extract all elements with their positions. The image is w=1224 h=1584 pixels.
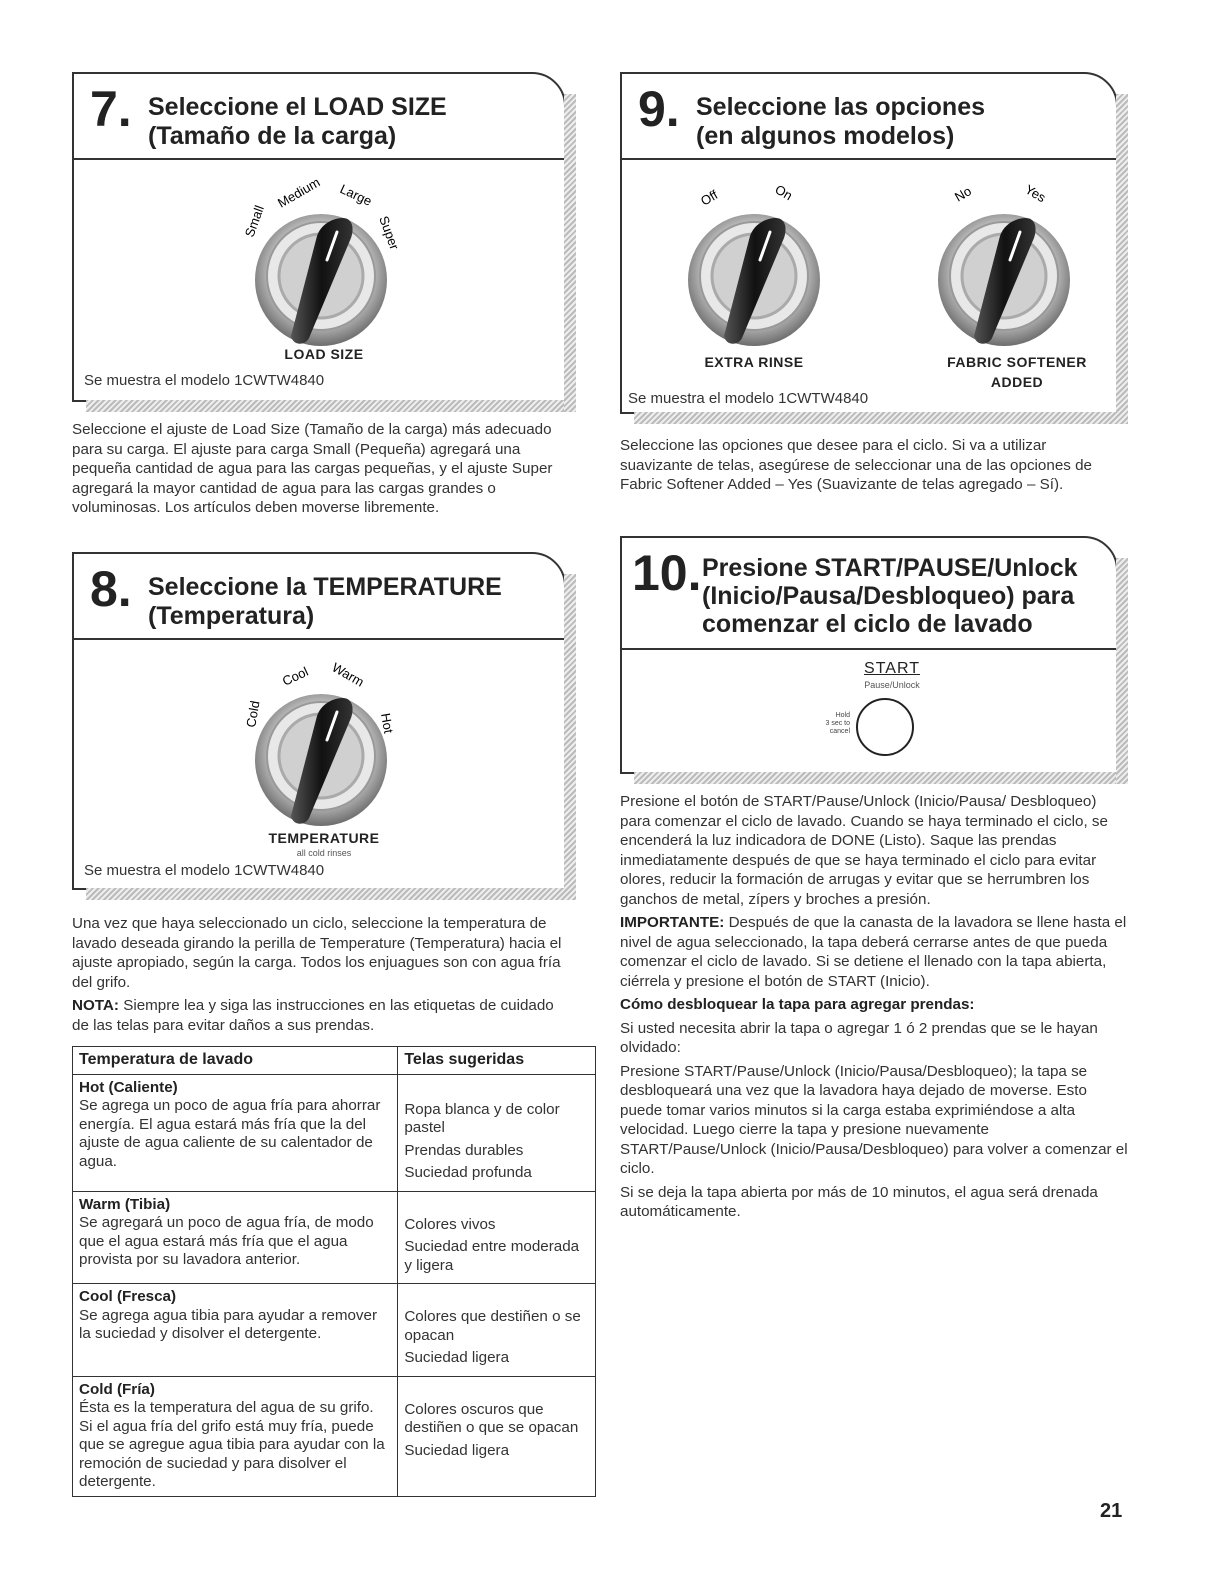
table-header-fabrics: Telas sugeridas [398,1047,596,1075]
fabric-item: Ropa blanca y de color pastel [404,1100,560,1136]
step10-body [620,792,1128,1226]
fabric-softener-label-line1: FABRIC SOFTENER [947,354,1087,370]
dial-label-warm: Warm [329,659,367,690]
dial-label-on: On [772,181,796,204]
load-size-dial[interactable] [221,166,421,346]
table-row [73,1284,596,1377]
step8-title-line2: (Temperatura) [148,602,315,630]
table-cell-temp [73,1074,398,1191]
load-size-label: LOAD SIZE [284,346,364,362]
table-cell-temp [73,1284,398,1377]
table-row [73,1191,596,1284]
table-cell-temp [73,1376,398,1496]
step9-panel [620,72,1118,414]
row-name: Cool (Fresca) [79,1288,177,1305]
row-desc: Se agregará un poco de agua fría, de modo que el agua estará más fría que el agua provista por su lavadora anterior. [79,1214,374,1268]
unlock-heading: Cómo desbloquear la tapa para agregar prendas: [620,996,975,1013]
step10-important [620,913,1128,991]
dial-label-cold: Cold [243,699,263,729]
step8-panel [72,552,566,890]
page-number: 21 [1100,1500,1123,1522]
table-cell-fabrics [398,1376,596,1496]
step10-panel [620,536,1118,774]
fabric-item: Suciedad entre moderada y ligera [404,1238,580,1274]
step7-panel [72,72,566,402]
temperature-sublabel: all cold rinses [296,848,352,858]
dial-label-off: Off [698,187,721,209]
fabric-item: Prendas durables [404,1141,524,1159]
table-header-temp: Temperatura de lavado [73,1047,398,1075]
step9-number: 9. [638,81,680,137]
extra-rinse-dial[interactable] [654,166,854,346]
fabric-item: Colores que destiñen o se opacan [404,1308,581,1344]
row-desc: Se agrega agua tibia para ayudar a remover la suciedad y disolver el detergente. [79,1306,378,1342]
dial-label-cool: Cool [279,663,311,689]
dial-label-large: Large [337,181,375,209]
step9-body: Seleccione las opciones que desee para el ciclo. Si va a utilizar suavizante de telas, asegúrese de seleccionar una de las opciones de Fabric Softener Added – Yes (Suavizante de telas agregado – Sí). [620,437,1092,493]
fabric-softener-dial[interactable] [904,166,1104,346]
step8-number: 8. [90,561,132,617]
step10-body4: Si se deja la tapa abierta por más de 10 minutos, el agua será drenada automáticamente. [620,1183,1098,1220]
row-name: Hot (Caliente) [79,1078,178,1096]
nota-text: Siempre lea y siga las instrucciones en las etiquetas de cuidado de las telas para evitar daños a sus prendas. [72,997,554,1034]
table-row [73,1074,596,1191]
step9-title-line2: (en algunos modelos) [696,122,955,150]
hold-line2: 3 sec to [825,720,850,727]
row-desc: Se agrega un poco de agua fría para ahorrar energía. El agua estará más fría que la del ajuste de agua caliente de su calentador de agua. [79,1097,381,1170]
row-desc: Ésta es la temperatura del agua de su grifo. Si el agua fría del grifo está muy fría, puede que se agregue agua tibia para ayudar con la remoción de suciedad y para disolver el detergente. [79,1399,385,1490]
step7-title-line1: Seleccione el LOAD SIZE [148,93,447,121]
step8-body [72,914,572,1039]
hold-line1: Hold [835,712,850,719]
dial-label-hot: Hot [378,711,397,735]
dial-label-yes: Yes [1022,181,1049,206]
step7-number: 7. [90,81,132,137]
dial-label-medium: Medium [275,174,323,211]
extra-rinse-label: EXTRA RINSE [704,354,804,370]
fabric-item: Suciedad profunda [404,1164,532,1181]
step10-number: 10. [632,545,702,601]
step8-title-line1: Seleccione la TEMPERATURE [148,573,502,601]
step10-body1: Presione el botón de START/Pause/Unlock (Inicio/Pausa/ Desbloqueo) para comenzar el ciclo de lavado. Cuando se haya terminado el ciclo, se encenderá la luz indicadora de DONE (Listo). Saque las prendas inmediatamente después de que se haya terminado el ciclo para evitar olores, reducir la formación de arrugas y evitar que se herrumbren los ganchos de metal, zípers y broches a presión. [620,793,1108,908]
table-cell-fabrics [398,1074,596,1191]
dial-label-super: Super [376,213,403,252]
temperature-label: TEMPERATURE [268,830,380,846]
start-pause-button[interactable] [856,698,914,756]
step8-note [72,996,572,1035]
fabric-item: Colores oscuros que destiñen o que se opacan [404,1400,579,1436]
start-subtitle: Pause/Unlock [864,680,920,690]
important-text: Después de que la canasta de la lavadora se llene hasta el nivel de agua seleccionado, la tapa deberá cerrarse antes de que pueda comenzar el ciclo de lavado. Si se detiene el llenado con la tapa abierta, ciérrela y presione el botón de START (Inicio). [620,914,1127,990]
temperature-table [72,1046,596,1497]
fabric-item: Colores vivos [404,1215,496,1233]
step8-caption: Se muestra el modelo 1CWTW4840 [84,862,325,879]
step9-caption: Se muestra el modelo 1CWTW4840 [628,390,869,407]
dial-label-no: No [952,183,974,205]
step7-caption: Se muestra el modelo 1CWTW4840 [84,372,325,389]
fabric-softener-label-line2: ADDED [990,374,1044,390]
step7-title-line2: (Tamaño de la carga) [148,122,397,150]
step10-body2: Si usted necesita abrir la tapa o agregar 1 ó 2 prendas que se le hayan olvidado: [620,1019,1098,1056]
step7-body: Seleccione el ajuste de Load Size (Tamaño de la carga) más adecuado para su carga. El ajuste para carga Small (Pequeña) agregará una pequeña cantidad de agua para las cargas pequeñas, y el ajuste Super agregará la mayor cantidad de agua para las cargas grandes o voluminosas. Los artículos deben moverse libremente. [72,421,553,516]
hold-line3: cancel [829,728,850,735]
start-title: START [864,660,920,677]
temperature-dial[interactable] [221,646,421,826]
step10-title-line3: comenzar el ciclo de lavado [702,610,1033,638]
nota-label: NOTA: [72,997,119,1014]
step10-title-line1: Presione START/PAUSE/Unlock [702,554,1078,582]
important-label: IMPORTANTE: [620,914,725,931]
fabric-item: Suciedad ligera [404,1349,510,1366]
step10-title-line2: (Inicio/Pausa/Desbloqueo) para [702,582,1075,610]
fabric-item: Suciedad ligera [404,1441,510,1459]
table-header-row [73,1047,596,1075]
table-cell-fabrics [398,1191,596,1284]
step8-body-text: Una vez que haya seleccionado un ciclo, seleccione la temperatura de lavado deseada girando la perilla de Temperature (Temperatura) hacia el ajuste apropiado, según la carga. Todos los enjuagues son con agua fría del grifo. [72,915,562,991]
table-cell-fabrics [398,1284,596,1377]
step10-body3: Presione START/Pause/Unlock (Inicio/Pausa/Desbloqueo); la tapa se desbloqueará una vez que la lavadora haya dejado de moverse. Esto puede tomar varios minutos si la carga estaba exprimiéndose a alta velocidad. Luego cierre la tapa y presione nuevamente START/Pause/Unlock (Inicio/Pausa/Desbloqueo) para volver a comenzar el ciclo. [620,1062,1128,1177]
table-row [73,1376,596,1496]
table-cell-temp [73,1191,398,1284]
row-name: Warm (Tibia) [79,1195,171,1213]
row-name: Cold (Fría) [79,1380,155,1398]
step9-title-line1: Seleccione las opciones [696,93,986,121]
dial-label-small: Small [241,203,267,240]
